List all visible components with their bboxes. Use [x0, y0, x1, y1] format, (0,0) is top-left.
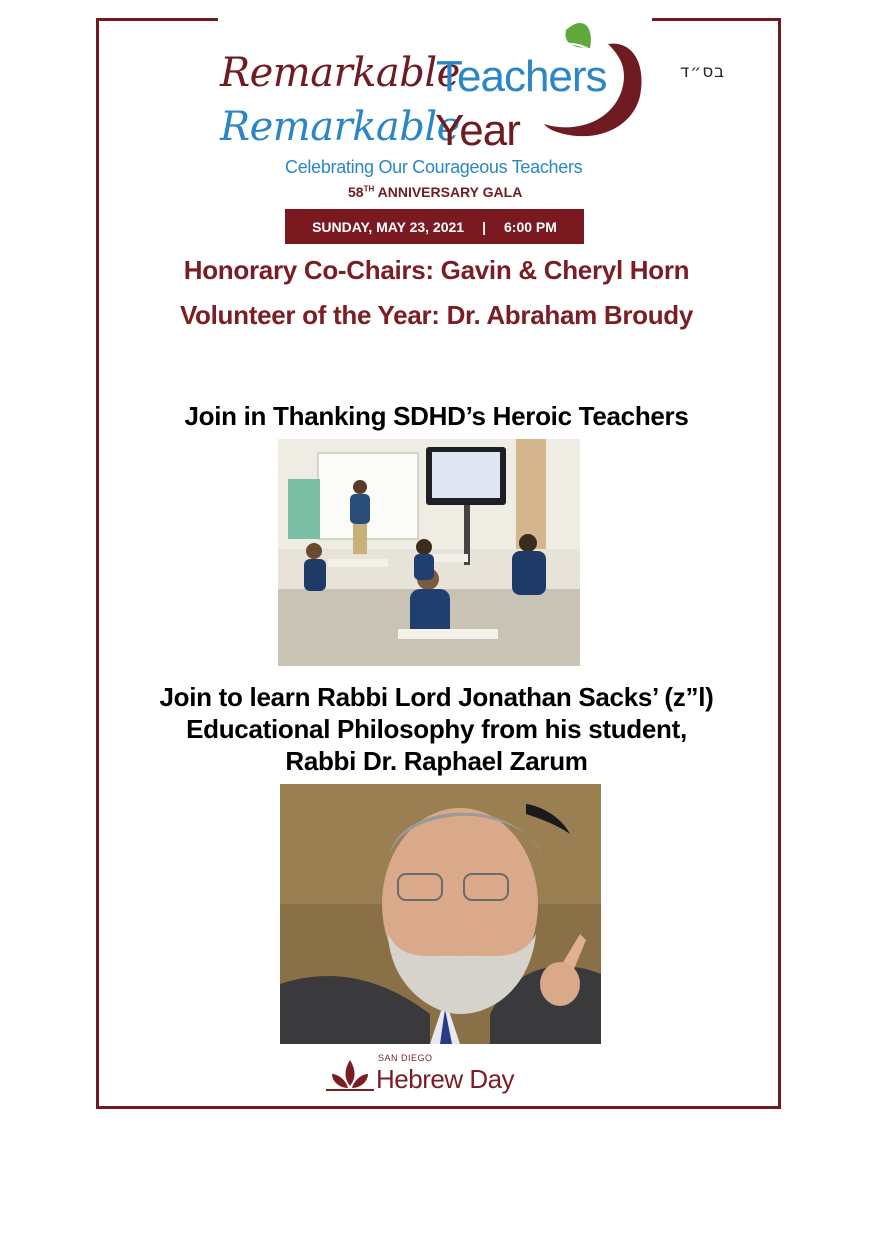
logo-city: SAN DIEGO [378, 1053, 433, 1063]
section1-heading: Join in Thanking SDHD’s Heroic Teachers [184, 401, 689, 431]
section2-line2: Educational Philosophy from his student, [186, 714, 687, 744]
title-teachers: Teachers [436, 52, 607, 101]
subtitle: Celebrating Our Courageous Teachers [285, 157, 583, 177]
rabbi-portrait-photo [280, 784, 601, 1044]
volunteer-of-year: Volunteer of the Year: Dr. Abraham Broudy [179, 300, 694, 330]
event-time: 6:00 PM [504, 218, 557, 235]
co-chairs: Honorary Co-Chairs: Gavin & Cheryl Horn [183, 255, 690, 285]
date-separator: | [482, 218, 487, 235]
gala-label [348, 184, 522, 200]
gala-suffix: TH [363, 184, 375, 194]
section2-line1: Join to learn Rabbi Lord Jonathan Sacks’ (z”l) [159, 682, 714, 712]
gala-number: 58 [348, 184, 364, 200]
date-banner [285, 209, 584, 244]
bsd-mark: בס״ד [680, 62, 726, 82]
classroom-photo [278, 439, 580, 666]
event-date: SUNDAY, MAY 23, 2021 [312, 218, 465, 235]
title-script-1: Remarkable [220, 50, 460, 96]
section2-line3: Rabbi Dr. Raphael Zarum [285, 746, 588, 776]
title-script-2: Remarkable [220, 104, 460, 150]
gala-text: ANNIVERSARY GALA [377, 184, 523, 200]
title-year: Year [435, 106, 520, 155]
logo-name: Hebrew Day [376, 1064, 515, 1094]
